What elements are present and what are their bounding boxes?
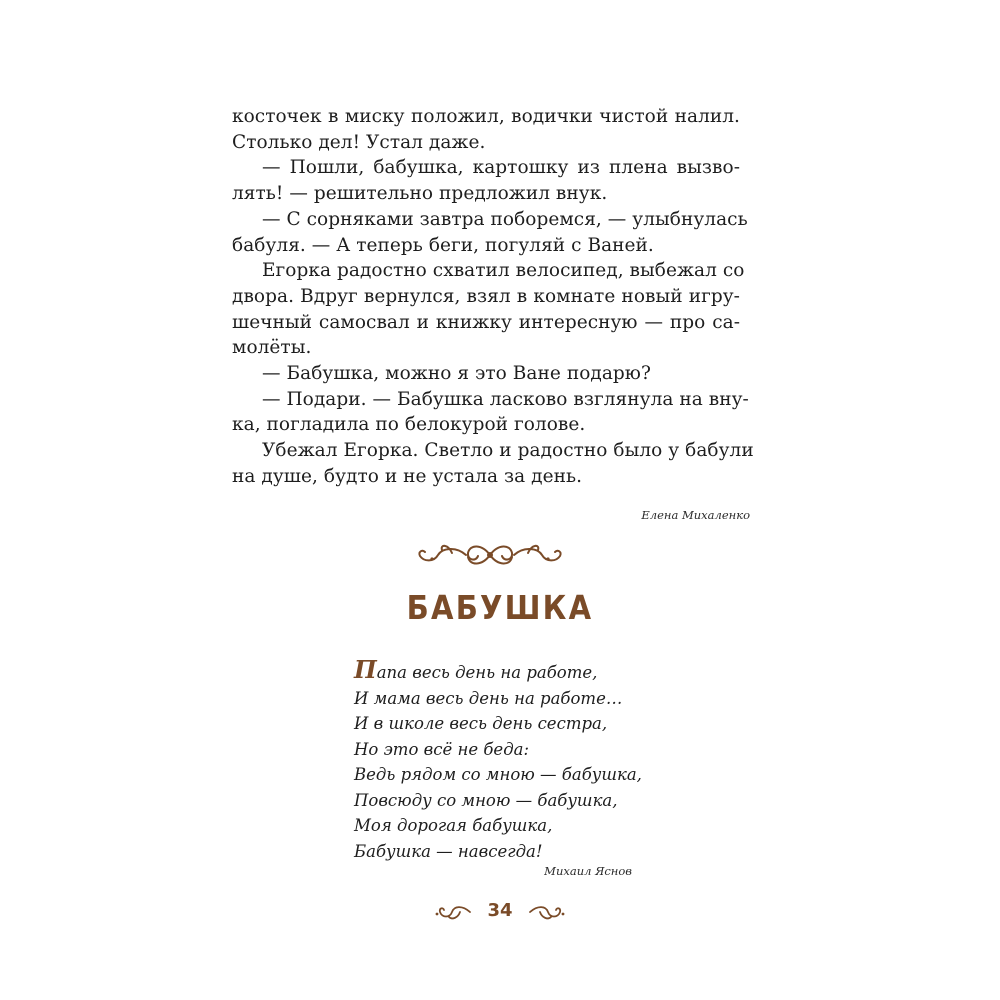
poem-line: Ведь рядом со мною — бабушка, [354,765,642,784]
poem-text [354,655,674,864]
story-line: на душе, будто и не устала за день. [232,465,583,487]
poem-line-text: апа весь день на работе, [376,663,598,682]
poem-line: Повсюду со мною — бабушка, [354,790,618,810]
poem-line: Но это всё не беда: [354,739,530,759]
story-line: — С сорняками завтра поборемся, — улыбнулась [262,208,748,230]
poem-line: И мама весь день на работе… [354,688,623,708]
story-line: Столько дел! Устал даже. [232,131,486,153]
story-line: шечный самосвал и книжку интересную — про са- [232,311,740,333]
poem-line: И в школе весь день сестра, [354,714,608,733]
page-number: 34 [487,900,513,921]
story-line: Убежал Егорка. Светло и радостно было у бабули [262,440,754,462]
poem-author: Михаил Яснов [544,864,632,878]
poem-line: Моя дорогая бабушка, [354,816,553,835]
story-text [232,104,754,490]
story-line: Егорка радостно схватил велосипед, выбежал со [262,260,745,282]
story-line: ка, погладила по белокурой голове. [232,414,586,436]
curl-ornament-icon [528,902,566,922]
story-line: — Бабушка, можно я это Ване подарю? [262,363,651,385]
story-line: молёты. [232,337,312,359]
curl-ornament-icon [434,902,472,922]
story-line: бабуля. — А теперь беги, погуляй с Ваней. [232,234,654,256]
story-line: — Подари. — Бабушка ласково взглянула на вну- [262,388,749,410]
story-author: Елена Михаленко [641,508,750,522]
story-line: лять! — решительно предложил внук. [232,183,608,205]
poem-line: Бабушка — навсегда! [354,841,543,861]
story-line: косточек в миску положил, водички чистой налил. [232,106,740,127]
poem-title: БАБУШКА [406,588,594,627]
story-line: двора. Вдруг вернулся, взял в комнате новый игру- [232,285,740,307]
floral-flourish-icon [412,540,568,570]
drop-cap: П [354,655,377,684]
story-line: — Пошли, бабушка, картошку из плена вызво- [262,157,740,179]
poem-line [354,655,674,686]
page-footer [430,898,570,926]
